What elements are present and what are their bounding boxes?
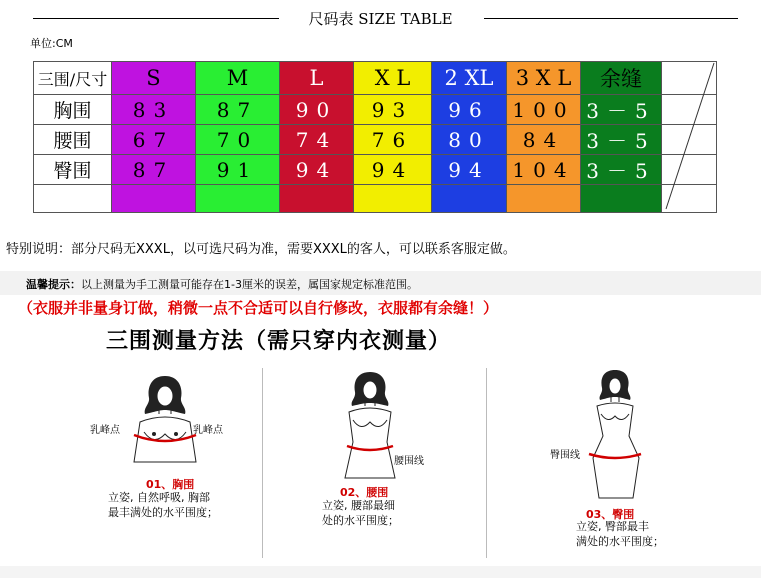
bust-desc-line: 最丰满处的水平围度； xyxy=(108,506,218,519)
tip-line xyxy=(26,276,418,292)
size-header-cell: L xyxy=(280,62,354,95)
special-note: 特别说明：部分尺码无XXXL，以可选尺码为准，需要XXXL的客人，可以联系客服定做。 xyxy=(6,242,516,257)
waist-desc xyxy=(322,498,399,528)
divider xyxy=(262,368,263,558)
table-cell: 94 xyxy=(280,155,354,185)
empty-color-cell xyxy=(280,185,354,213)
size-header-cell: M xyxy=(196,62,280,95)
table-cell: 80 xyxy=(432,125,507,155)
table-cell: 76 xyxy=(354,125,432,155)
size-header-cell: S xyxy=(112,62,196,95)
table-cell: 70 xyxy=(196,125,280,155)
table-cell: 3－5 xyxy=(581,155,662,185)
hip-desc xyxy=(576,519,664,549)
table-cell: 84 xyxy=(507,125,581,155)
hip-line-label: 臀围线 xyxy=(550,450,580,461)
table-cell: 94 xyxy=(432,155,507,185)
page-title: 尺码表 SIZE TABLE xyxy=(308,10,453,28)
empty-color-cell xyxy=(354,185,432,213)
header-label-cell: 三围/尺寸 xyxy=(34,62,112,95)
empty-color-cell xyxy=(196,185,280,213)
empty-color-cell xyxy=(432,185,507,213)
table-cell: 87 xyxy=(196,95,280,125)
waist-heading: 02、腰围 xyxy=(340,486,389,499)
bust-desc xyxy=(108,490,218,520)
bottom-bar xyxy=(0,566,761,578)
hip-heading: 03、臀围 xyxy=(586,508,635,521)
table-row xyxy=(34,185,717,213)
table-cell: 87 xyxy=(112,155,196,185)
empty-cell xyxy=(662,62,717,95)
size-header-cell: 2 XL xyxy=(432,62,507,95)
size-table xyxy=(33,61,717,213)
table-row xyxy=(34,155,717,185)
table-cell: 91 xyxy=(196,155,280,185)
table-cell: 74 xyxy=(280,125,354,155)
title-rule-right xyxy=(484,18,738,19)
hip-figure-icon xyxy=(575,368,655,503)
table-cell: 3－5 xyxy=(581,125,662,155)
divider xyxy=(486,368,487,558)
waist-desc-line: 处的水平围度； xyxy=(322,514,399,527)
table-cell: 67 xyxy=(112,125,196,155)
bust-desc-line: 立姿, 自然呼吸, 胸部 xyxy=(108,491,210,504)
bust-point-label-right: 乳峰点 xyxy=(193,425,223,436)
tip-text: 以上测量为手工测量可能存在1-3厘米的误差，属国家规定标准范围。 xyxy=(81,278,418,291)
hip-desc-line: 满处的水平围度； xyxy=(576,535,664,548)
hip-desc-line: 立姿, 臀部最丰 xyxy=(576,520,649,533)
table-row xyxy=(34,95,717,125)
title-rule-left xyxy=(33,18,279,19)
waist-desc-line: 立姿, 腰部最细 xyxy=(322,499,395,512)
size-header-cell: X L xyxy=(354,62,432,95)
table-cell: 3－5 xyxy=(581,95,662,125)
size-header-cell: 3 X L xyxy=(507,62,581,95)
red-notice: （衣服并非量身订做，稍微一点不合适可以自行修改，衣服都有余缝！） xyxy=(18,299,499,317)
table-cell: 96 xyxy=(432,95,507,125)
table-cell: 94 xyxy=(354,155,432,185)
empty-cell xyxy=(34,185,112,213)
empty-color-cell xyxy=(112,185,196,213)
empty-color-cell xyxy=(507,185,581,213)
size-header-row xyxy=(34,62,717,95)
empty-color-cell xyxy=(581,185,662,213)
table-row xyxy=(34,125,717,155)
table-cell: 104 xyxy=(507,155,581,185)
method-title: 三围测量方法（需只穿内衣测量） xyxy=(106,329,452,354)
bust-point-label-left: 乳峰点 xyxy=(90,425,120,436)
size-header-cell: 余缝 xyxy=(581,62,662,95)
row-label: 臀围 xyxy=(34,155,112,185)
table-cell: 90 xyxy=(280,95,354,125)
waist-line-label: 腰围线 xyxy=(394,456,424,467)
unit-label: 单位:CM xyxy=(30,37,73,50)
table-cell: 83 xyxy=(112,95,196,125)
table-cell: 93 xyxy=(354,95,432,125)
tip-label: 温馨提示： xyxy=(26,278,81,291)
row-label: 腰围 xyxy=(34,125,112,155)
bust-heading: 01、胸围 xyxy=(146,478,195,491)
diagonal-line xyxy=(662,61,717,211)
row-label: 胸围 xyxy=(34,95,112,125)
table-cell: 100 xyxy=(507,95,581,125)
